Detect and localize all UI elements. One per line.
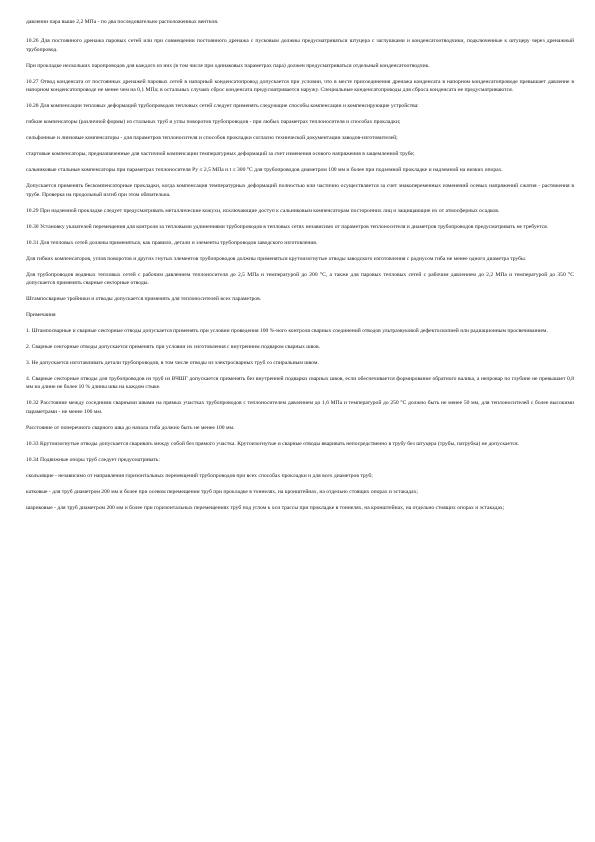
paragraph-26: катковые - для труб диаметром 200 мм и более при осевом перемещении труб при прокладке в тоннелях, на кронштейнах, на отдельно стоящих опорах и эстакадах;	[26, 488, 418, 495]
paragraph-0: давлении пара выше 2,2 МПа - по два последовательно расположенных вентиля.	[26, 19, 219, 25]
clause-10-33: 10.33 Крутоизогнутые отводы допускается сваривать между собой без прямого участка. Крутоизогнутые и сварные отводы вваривать непосредственно в трубу без штуцера (трубы, патрубка) не допускается.	[26, 440, 519, 447]
note-3: 3. Не допускается изготавливать детали трубопроводов, в том числе отводы из электросварных труб со спиральным швом.	[26, 360, 319, 367]
clause-10-29: 10.29 При надземной прокладке следует предусматривать металлические кожухи, исключающие доступ к сальниковым компенсаторам посторонних лиц и защищающие их от атмосферных осадков.	[26, 207, 500, 214]
document-page	[26, 18, 574, 520]
note-2: 2. Сварные секторные отводы допускается применять при условии их изготовления с внутренним подваром сварных швов.	[26, 344, 321, 351]
clause-10-28: 10.28 Для компенсации тепловых деформаций трубопроводов тепловых сетей следует применять следующие способы компенсации и компенсирующие устройства:	[26, 103, 419, 110]
clause-10-26: 10.26 Для постоянного дренажа паровых сетей или при совмещении постоянного дренажа с пусковым должны предусматриваться штуцера с заглушками и конденсатоотводчики, подключенные к штуцеру через дренажный трубопровод.	[26, 38, 574, 53]
clause-10-34: 10.34 Подвижные опоры труб следует предусматривать:	[26, 456, 160, 463]
paragraph-8: сальниковые стальные компенсаторы при параметрах теплоносителя Py ≤ 2,5 МПа и t ≤ 300 °С для трубопроводов диаметром 100 мм и более при подземной прокладке и надземной на низких опорах.	[26, 167, 503, 174]
paragraph-9: Допускается применять бескомпенсаторные прокладки, когда компенсация температурных деформаций полностью или частично осуществляется за счет знакопеременных изменений осевых напряжений сжатия - растяжения в трубе. Проверка на продольный изгиб при этом обязательна.	[26, 183, 574, 198]
paragraph-14: Для трубопроводов водяных тепловых сетей с рабочим давлением теплоносителя до 2,5 МПа и температурой до 200 °С, а также для паровых тепловых сетей с рабочим давлением до 2,2 МПа и температурой до 350 °С допускается применять сварные секторные отводы.	[26, 271, 574, 287]
paragraph-2: При прокладке нескольких паропроводов для каждого из них (в том числе при одинаковых параметрах пара) должен предусматриваться отдельный конденсатоотводчик.	[26, 62, 430, 69]
paragraph-13: Для гибких компенсаторов, углов поворотов и других гнутых элементов трубопроводов должны применяться крутоизогнутые отводы заводского изготовления с радиусом гиба не менее одного диаметра трубы.	[26, 255, 527, 262]
notes-heading: Примечания	[26, 312, 56, 319]
clause-10-32: 10.32 Расстояние между соседними сварными швами на прямых участках трубопроводов с теплоносителем давлением до 1,6 МПа и температурой до 250 °С должно быть не менее 50 мм, для теплоносителей с более высокими параметрами - не менее 100 мм.	[26, 400, 574, 415]
paragraph-27: шариковые - для труб диаметром 200 мм и более при горизонтальных перемещениях труб под углом к оси трассы при прокладке в тоннелях, на кронштейнах, на отдельно стоящих опорах и эстакадах;	[26, 504, 505, 511]
paragraph-22: Расстояние от поперечного сварного шва до начала гиба должно быть не менее 100 мм.	[26, 424, 235, 431]
clause-10-31: 10.31 Для тепловых сетей должны применяться, как правило, детали и элементы трубопроводов заводского изготовления.	[26, 239, 318, 246]
paragraph-25: скользящие - независимо от направления горизонтальных перемещений трубопроводов при всех способах прокладки и для всех диаметров труб;	[26, 472, 373, 479]
paragraph-6: сильфонные и линзовые компенсаторы - для параметров теплоносителя и способов прокладки согласно технической документации заводов-изготовителей;	[26, 135, 398, 142]
note-4: 4. Сварные секторные отводы для трубопроводов из труб из ВЧШГ допускается применять без внутренней подварки сварных швов, если обеспечивается формирование обратного валика, а непровар по глубине не превышает 0,8 мм на длине не более 10 % длины шва на каждом стыке.	[26, 376, 574, 391]
clause-10-27: 10.27 Отвод конденсата от постоянных дренажей паровых сетей в напорный конденсатопровод допускается при условии, что в месте присоединения дренажа конденсата в напорном конденсатопроводе превышает давление в напорном конденсатопроводе не менее чем на 0,1 МПа; в остальных случаях сброс конденсата предусматривается наружу. Специальные конденсатопроводы для сброса конденсата не предусматриваются.	[26, 78, 574, 94]
paragraph-5: гибкие компенсаторы (различной формы) из стальных труб и углы поворотов трубопроводов - при любых параметрах теплоносителя и способах прокладки;	[26, 119, 401, 126]
paragraph-15: Штампосварные тройники и отводы допускается применять для теплоносителей всех параметров.	[26, 296, 262, 303]
paragraph-7: стартовые компенсаторы, предназначенные для частичной компенсации температурных деформаций за счет изменения осевого напряжения в защемленной трубе;	[26, 151, 415, 158]
clause-10-30: 10.30 Установку указателей перемещения для контроля за тепловыми удлинениями трубопроводов в тепловых сетях независимо от параметров теплоносителя и диаметров трубопроводов предусматривать не требуется.	[26, 223, 549, 230]
note-1: 1. Штампосварные и сварные секторные отводы допускается применять при условии проведения 100 %-ного контроля сварных соединений отводов ультразвуковой дефектоскопией или радиационным просвечиванием.	[26, 328, 548, 335]
